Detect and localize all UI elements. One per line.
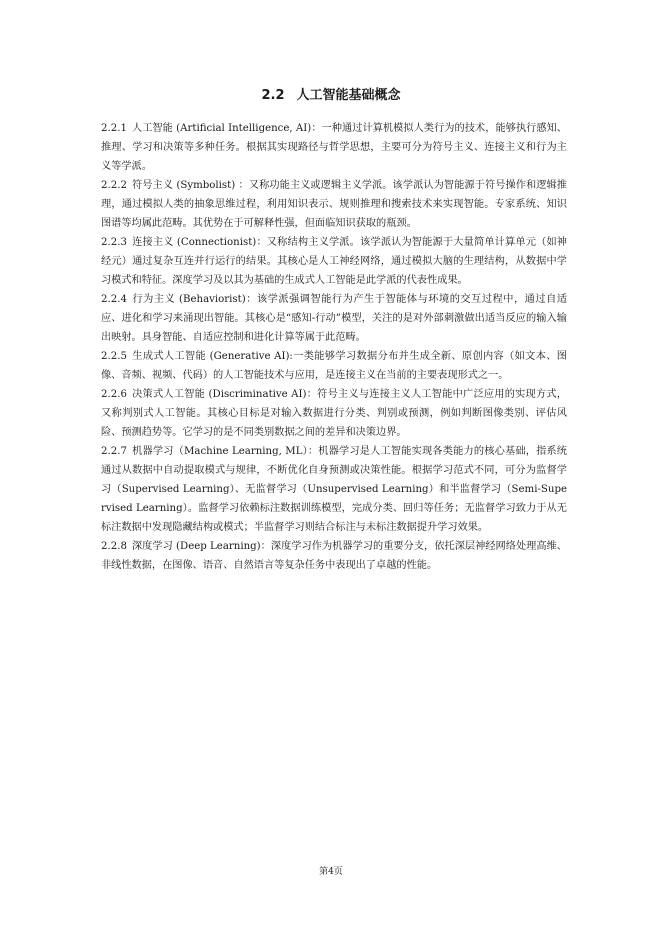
definition-text: 机器学习（Machine Learning, ML）：机器学习是人工智能实现各类能力的核心基础，指系统通过从数据中自动提取模式与规律，不断优化自身预测或决策性能。根据学习范式不同，可分为监督学习（Supervised Learning）、无监督学习（Unsupervised Learning）和半监督学习（Semi-Supervised Learning）。监督学习依赖标注数据训练模型，完成分类、回归等任务；无监督学习致力于从无标注数据中发现隐藏结构或模式；半监督学习则结合标注与未标注数据提升学习效果。 (101, 446, 567, 533)
definition-code: 2.2.4 (101, 294, 127, 305)
definition-text: 连接主义 (Connectionist)：又称结构主义学派。该学派认为智能源于大量简单计算单元（如神经元）通过复杂互连并行运行的结果。其核心是人工神经网络，通过模拟大脑的生理结构，从数据中学习模式和特征。深度学习及以其为基础的生成式人工智能是此学派的代表性成果。 (101, 237, 567, 286)
definition-paragraph-2-2-1 (101, 119, 567, 176)
definition-paragraph-2-2-7 (101, 442, 567, 537)
definition-code: 2.2.7 (101, 446, 127, 457)
definition-paragraph-2-2-6 (101, 385, 567, 442)
section-heading (0, 87, 662, 105)
definition-paragraph-2-2-4 (101, 290, 567, 347)
definition-code: 2.2.3 (101, 237, 127, 248)
definition-paragraph-2-2-2 (101, 176, 567, 233)
definition-text: 决策式人工智能 (Discriminative AI)：符号主义与连接主义人工智能中广泛应用的实现方式，又称判别式人工智能。其核心目标是对输入数据进行分类、判别或预测，例如判断图像类别、评估风险、预测趋势等。它学习的是不同类别数据之间的差异和决策边界。 (101, 389, 567, 438)
definition-code: 2.2.2 (101, 180, 127, 191)
definition-text: 人工智能 (Artificial Intelligence, AI)：一种通过计算机模拟人类行为的技术，能够执行感知、推理、学习和决策等多种任务。根据其实现路径与哲学思想，主要可分为符号主义、连接主义和行为主义等学派。 (101, 123, 567, 172)
section-title: 人工智能基础概念 (296, 88, 401, 103)
definition-code: 2.2.6 (101, 389, 127, 400)
definition-text: 深度学习 (Deep Learning)：深度学习作为机器学习的重要分支，依托深层神经网络处理高维、非线性数据，在图像、语音、自然语言等复杂任务中表现出了卓越的性能。 (101, 541, 567, 571)
definition-code: 2.2.1 (101, 123, 127, 134)
definition-code: 2.2.5 (101, 351, 127, 362)
definition-text: 生成式人工智能 (Generative AI):一类能够学习数据分布并生成全新、原创内容（如文本、图像、音频、视频、代码）的人工智能技术与应用，是连接主义在当前的主要表现形式之一。 (101, 351, 567, 381)
definition-text: 行为主义 (Behaviorist)：该学派强调智能行为产生于智能体与环境的交互过程中，通过自适应、进化和学习来涌现出智能。其核心是“感知-行动”模型，关注的是对外部刺激做出适当反应的输入输出映射。具身智能、自适应控制和进化计算等属于此范畴。 (101, 294, 567, 343)
definition-text: 符号主义 (Symbolist) ：又称功能主义或逻辑主义学派。该学派认为智能源于符号操作和逻辑推理，通过模拟人类的抽象思维过程，利用知识表示、规则推理和搜索技术来实现智能。专家系统、知识图谱等均属此范畴。其优势在于可解释性强，但面临知识获取的瓶颈。 (101, 180, 567, 229)
definitions-body (101, 119, 567, 575)
definition-paragraph-2-2-5 (101, 347, 567, 385)
section-number: 2.2 (261, 88, 285, 103)
page-number: 第4页 (319, 867, 343, 877)
definition-code: 2.2.8 (101, 541, 127, 552)
definition-paragraph-2-2-8 (101, 537, 567, 575)
definition-paragraph-2-2-3 (101, 233, 567, 290)
